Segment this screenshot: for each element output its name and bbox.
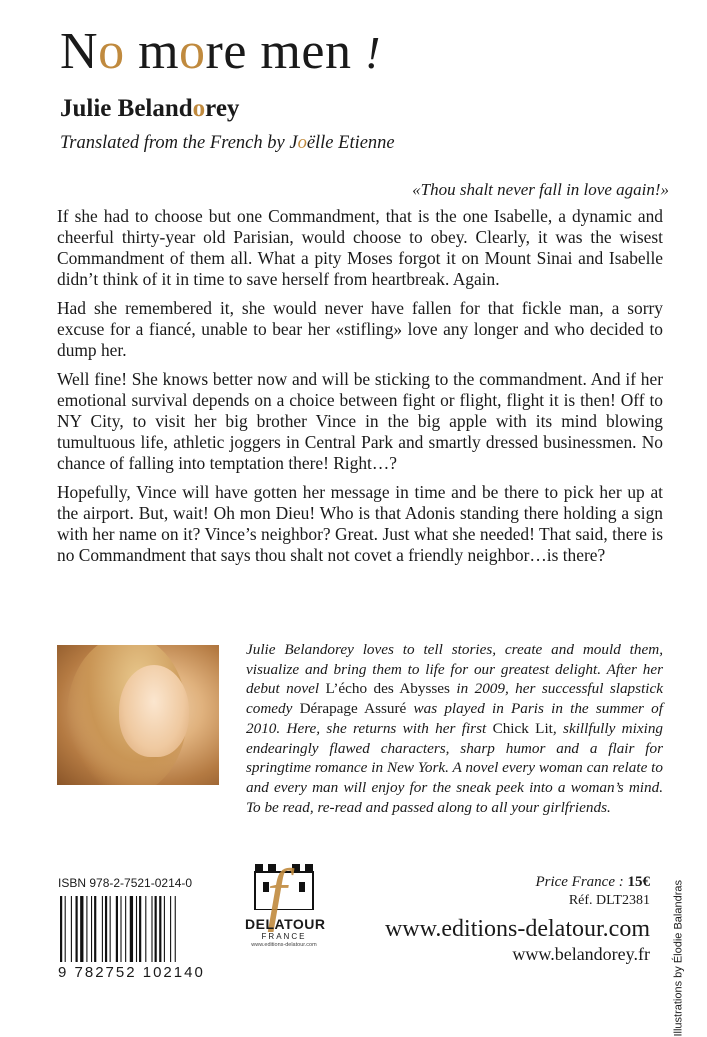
illustrations-credit: Illustrations by Élodie Balandras <box>673 880 685 1037</box>
tagline-quote: «Thou shalt never fall in love again!» <box>412 180 669 199</box>
blurb-paragraph: Had she remembered it, she would never have fallen for that fickle man, a sorry excuse for a fiancé, unable to bear her «stifling» love any longer and who decided to dump her. <box>57 298 663 360</box>
barcode-icon <box>58 896 218 962</box>
publisher-name: DELATOUR <box>245 916 326 932</box>
publisher-website: www.editions-delatour.com <box>384 916 650 942</box>
author-photo <box>57 645 219 785</box>
publisher-country: FRANCE <box>261 932 307 941</box>
author-website: www.belandorey.fr <box>512 944 650 964</box>
f-logo-icon: f <box>267 856 287 933</box>
publisher-site: www.editions-delatour.com <box>251 942 317 948</box>
author-name: Julie Belandorey <box>60 95 240 122</box>
blurb-paragraph: Well fine! She knows better now and will be sticking to the commandment. And if her emotional survival depends on a choice between fight or flight, flight it is then! Off to NY City, to visit her big brother Vince in the big apple with its mind blowing tumultuous life, athletic joggers in Central Park and smartly dressed businessmen. No chance of falling into temptation there! Right…? <box>57 369 663 473</box>
publisher-logo <box>245 856 326 968</box>
author-bio: Julie Belandorey loves to tell stories, create and mould them, visualize and bring them to life for our greatest delight. After her debut novel L’écho des Abysses in 2009, her successful slapstick comedy Dérapage Assuré was played in Paris in the summer of 2010. Here, she returns with her first Chick Lit, skillfully mixing endearingly flawed characters, sharp humor and a flair for springtime romance in New York. A novel every woman can relate to and every man will enjoy for the sneak peek into a woman’s mind. To be read, re-read and passed along to all your girlfriends. <box>246 641 664 816</box>
barcode-digits: 9 782752 102140 <box>58 964 205 981</box>
blurb-paragraph: Hopefully, Vince will have gotten her message in time and be there to pick her up at the airport. But, wait! Oh mon Dieu! Who is that Adonis standing there holding a sign with her name on it? Vince’s neighbor? Great. Just what she needed! That said, there is no Commandment that says thou shalt not covet a friendly neighbor…is there? <box>57 482 663 565</box>
isbn: ISBN 978-2-7521-0214-0 <box>58 876 193 890</box>
blurb <box>57 206 663 574</box>
book-title: No more men ! <box>60 23 381 80</box>
price: Price France : 15€ <box>535 874 650 890</box>
reference-number: Réf. DLT2381 <box>568 893 650 908</box>
translator-credit: Translated from the French by Joëlle Etienne <box>60 133 395 153</box>
blurb-paragraph: If she had to choose but one Commandment, that is the one Isabelle, a dynamic and cheerful thirty-year old Parisian, would choose to obey. Clearly, it was the wisest Commandment of them all. What a pity Moses forgot it on Mount Sinai and Isabelle didn’t think of it in time to save herself from heartbreak. Again. <box>57 206 663 289</box>
